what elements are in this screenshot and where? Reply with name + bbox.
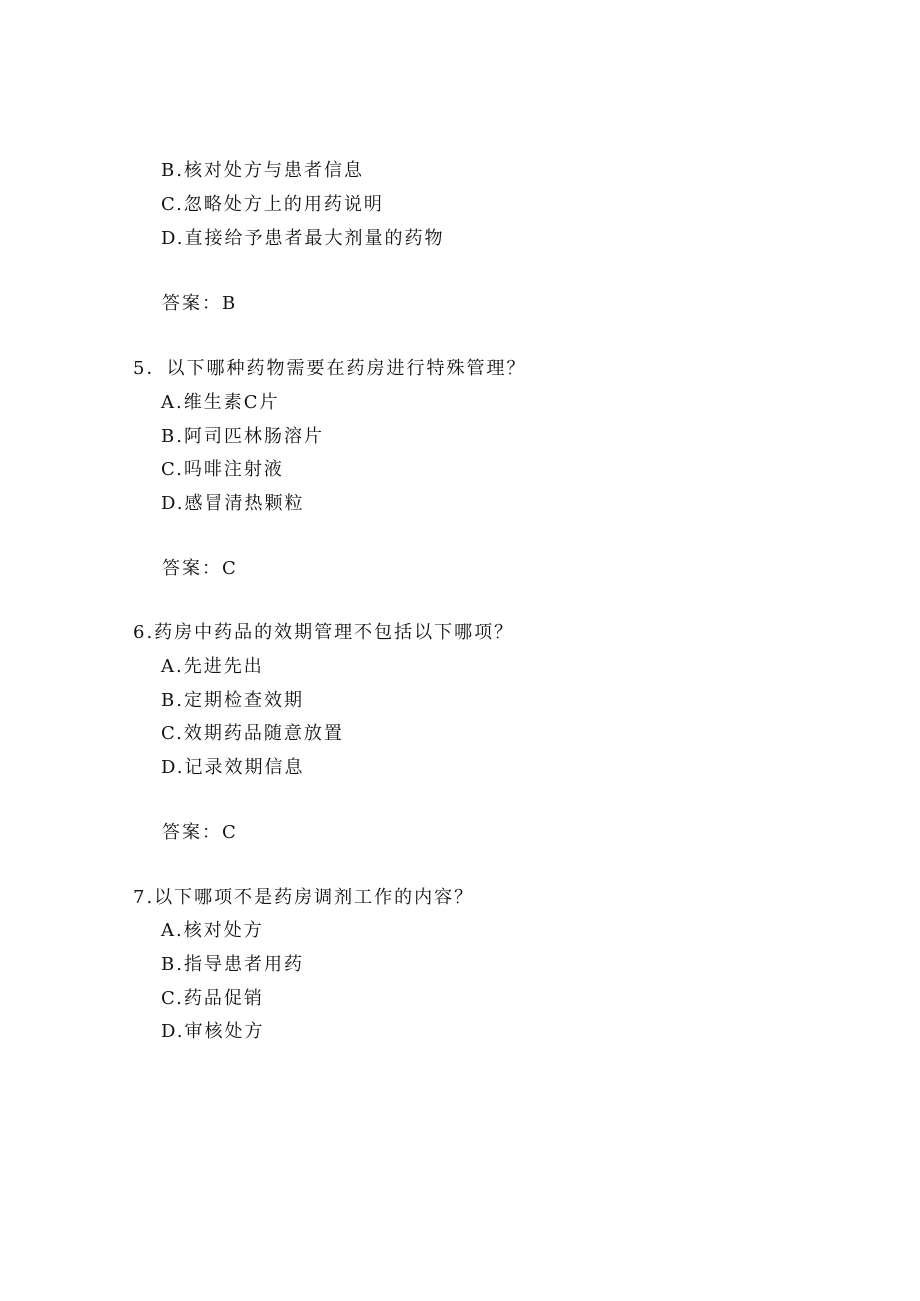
question-stem: 7.以下哪项不是药房调剂工作的内容？ [133, 887, 475, 908]
option-c: C.忽略处方上的用药说明 [161, 194, 384, 215]
question-stem: 5．以下哪种药物需要在药房进行特殊管理？ [133, 358, 527, 379]
option-d: D.记录效期信息 [161, 757, 305, 778]
answer: 答案：C [162, 558, 238, 579]
option-d: D.审核处方 [161, 1021, 265, 1042]
option-b: B.阿司匹林肠溶片 [161, 426, 324, 447]
answer: 答案：C [162, 822, 238, 843]
option-c: C.效期药品随意放置 [161, 723, 344, 744]
option-a: A.核对处方 [161, 920, 264, 941]
option-c: C.药品促销 [161, 988, 264, 1009]
option-d: D.直接给予患者最大剂量的药物 [161, 228, 445, 249]
option-b: B.核对处方与患者信息 [161, 160, 364, 181]
option-c: C.吗啡注射液 [161, 459, 284, 480]
option-b: B.定期检查效期 [161, 690, 304, 711]
option-b: B.指导患者用药 [161, 954, 304, 975]
answer: 答案：B [162, 293, 238, 314]
option-d: D.感冒清热颗粒 [161, 493, 305, 514]
option-a: A.先进先出 [161, 656, 264, 677]
question-stem: 6.药房中药品的效期管理不包括以下哪项？ [133, 622, 515, 643]
option-a: A.维生素C片 [161, 392, 280, 413]
